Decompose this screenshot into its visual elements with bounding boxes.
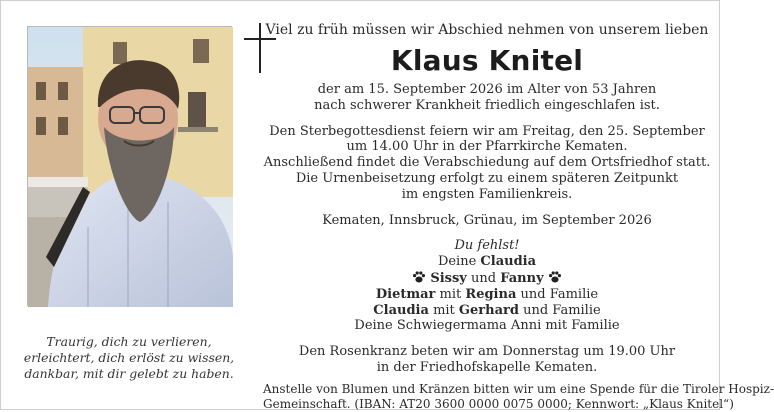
rosary-line: in der Friedhofskapelle Kematen. [376,359,598,375]
service-line: im engsten Familienkreis. [401,186,573,202]
service-line: Die Urnenbeisetzung erfolgt zu einem späteren Zeitpunkt [295,170,679,186]
headline: Viel zu früh müssen wir Abschied nehmen von unserem lieben [265,22,709,38]
mourner-line: Deine Claudia [437,254,537,270]
paw-icon [548,270,562,284]
quote-line: erleichtert, dich erlöst zu wissen, [23,350,235,365]
service-line: Den Sterbegottesdienst feiern wir am Freitag, den 25. September [269,123,705,139]
mourner-line: Claudia mit Gerhard und Familie [373,302,601,318]
death-line: der am 15. September 2026 im Alter von 53 Jahren [317,82,657,97]
quote-text [21,334,237,382]
donation-line: Anstelle von Blumen und Kränzen bitten wir um eine Spende für die Tiroler Hospiz- [263,381,774,396]
place-date: Kematen, Innsbruck, Grünau, im September 2026 [322,212,652,228]
obituary-text [263,21,774,412]
mourner-line: Dietmar mit Regina und Familie [375,286,599,302]
deceased-name: Klaus Knitel [390,44,584,77]
service-line: um 14.00 Uhr in der Pfarrkirche Kematen. [346,139,628,155]
quote-line: Traurig, dich zu verlieren, [46,334,212,349]
mourners-intro: Du fehlst! [454,238,520,254]
quote-line: dankbar, mit dir gelebt zu haben. [24,366,234,381]
rosary-line: Den Rosenkranz beten wir am Donnerstag um 19.00 Uhr [298,344,676,360]
mourner-line: Deine Schwiegermama Anni mit Familie [354,318,620,334]
service-line: Anschließend findet die Verabschiedung auf dem Ortsfriedhof statt. [263,155,711,171]
portrait-photo [27,26,232,306]
death-line: nach schwerer Krankheit friedlich eingeschlafen ist. [314,97,660,113]
paw-icon [412,270,426,284]
mourner-line: Sissy und Fanny [263,270,711,287]
donation-line: Gemeinschaft. (IBAN: AT20 3600 0000 0075 0000; Kennwort: „Klaus Knitel“) [263,396,734,411]
